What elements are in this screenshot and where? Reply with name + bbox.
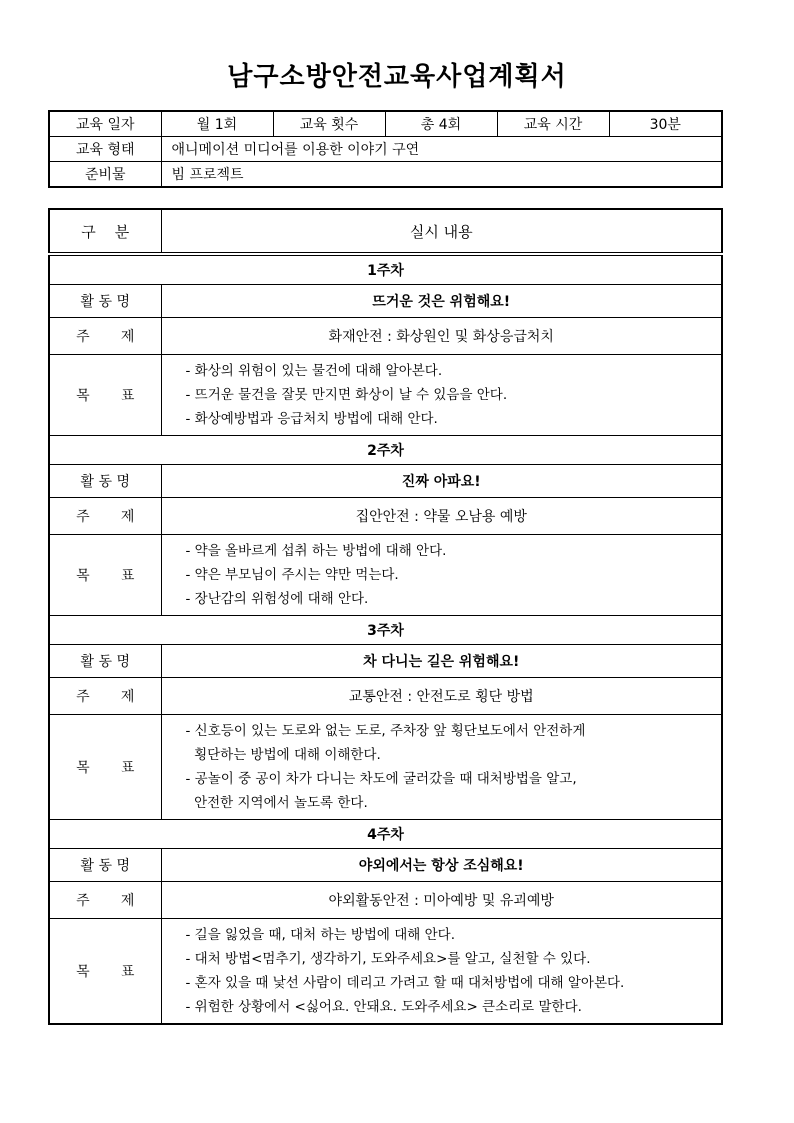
activity-value: 뜨거운 것은 위험해요! <box>161 285 722 318</box>
topic-value: 화재안전 : 화상원인 및 화상응급처치 <box>161 318 722 355</box>
activity-label: 활 동 명 <box>49 285 161 318</box>
goal-line: - 신호등이 있는 도로와 없는 도로, 주차장 앞 횡단보도에서 안전하게 <box>185 723 586 739</box>
activity-label: 활 동 명 <box>49 849 161 882</box>
plan-table <box>48 208 723 1025</box>
date-value: 월 1회 <box>161 111 273 137</box>
topic-row <box>49 318 722 355</box>
topic-value: 야외활동안전 : 미아예방 및 유괴예방 <box>161 882 722 919</box>
goal-row <box>49 919 722 1025</box>
plan-header-row <box>49 209 722 254</box>
info-table <box>48 110 723 188</box>
topic-value: 집안안전 : 약물 오남용 예방 <box>161 498 722 535</box>
goal-list <box>161 535 722 616</box>
category-header: 구 분 <box>49 209 161 254</box>
goal-line: - 길을 잃었을 때, 대처 하는 방법에 대해 안다. <box>185 927 455 943</box>
goal-line: 횡단하는 방법에 대해 이해한다. <box>185 747 381 763</box>
topic-label: 주 제 <box>49 882 161 919</box>
time-label: 교육 시간 <box>497 111 609 137</box>
topic-label: 주 제 <box>49 498 161 535</box>
info-row-schedule <box>49 111 722 137</box>
goal-label: 목 표 <box>49 715 161 820</box>
activity-row <box>49 645 722 678</box>
topic-row <box>49 498 722 535</box>
goal-line: - 장난감의 위험성에 대해 안다. <box>185 591 369 607</box>
goal-line: - 위험한 상황에서 <싫어요. 안돼요. 도와주세요> 큰소리로 말한다. <box>185 999 582 1015</box>
count-value: 총 4회 <box>385 111 497 137</box>
count-label: 교육 횟수 <box>273 111 385 137</box>
week-heading: 4주차 <box>49 820 722 849</box>
topic-value: 교통안전 : 안전도로 횡단 방법 <box>161 678 722 715</box>
goal-label: 목 표 <box>49 355 161 436</box>
week-heading: 3주차 <box>49 616 722 645</box>
activity-row <box>49 285 722 318</box>
activity-row <box>49 849 722 882</box>
goal-line: - 화상의 위험이 있는 물건에 대해 알아본다. <box>185 363 443 379</box>
page-title: 남구소방안전교육사업계획서 <box>227 62 567 92</box>
date-label: 교육 일자 <box>49 111 161 137</box>
goal-label: 목 표 <box>49 919 161 1025</box>
goal-row <box>49 535 722 616</box>
activity-value: 진짜 아파요! <box>161 465 722 498</box>
goal-row <box>49 355 722 436</box>
week-row <box>49 436 722 465</box>
goal-line: - 뜨거운 물건을 잘못 만지면 화상이 날 수 있음을 안다. <box>185 387 508 403</box>
goal-line: - 혼자 있을 때 낯선 사람이 데리고 가려고 할 때 대처방법에 대해 알아본다. <box>185 975 625 991</box>
activity-value: 차 다니는 길은 위험해요! <box>161 645 722 678</box>
goal-label: 목 표 <box>49 535 161 616</box>
goal-line: - 대처 방법<멈추기, 생각하기, 도와주세요>를 알고, 실천할 수 있다. <box>185 951 591 967</box>
week-row <box>49 616 722 645</box>
goal-line: - 공놀이 중 공이 차가 다니는 차도에 굴러갔을 때 대처방법을 알고, <box>185 771 577 787</box>
topic-row <box>49 678 722 715</box>
goal-line: - 화상예방법과 응급처치 방법에 대해 안다. <box>185 411 438 427</box>
goal-line: - 약을 올바르게 섭취 하는 방법에 대해 안다. <box>185 543 447 559</box>
prep-label: 준비물 <box>49 162 161 188</box>
content-header: 실시 내용 <box>161 209 722 254</box>
topic-label: 주 제 <box>49 318 161 355</box>
form-value: 애니메이션 미디어를 이용한 이야기 구연 <box>161 137 722 162</box>
week-row <box>49 254 722 285</box>
topic-row <box>49 882 722 919</box>
activity-value: 야외에서는 항상 조심해요! <box>161 849 722 882</box>
goal-list <box>161 919 722 1025</box>
goal-line: 안전한 지역에서 놀도록 한다. <box>185 795 368 811</box>
activity-label: 활 동 명 <box>49 645 161 678</box>
time-value: 30분 <box>609 111 722 137</box>
goal-list <box>161 715 722 820</box>
topic-label: 주 제 <box>49 678 161 715</box>
week-row <box>49 820 722 849</box>
info-row-form <box>49 137 722 162</box>
goal-row <box>49 715 722 820</box>
form-label: 교육 형태 <box>49 137 161 162</box>
prep-value: 빔 프로젝트 <box>161 162 722 188</box>
goal-list <box>161 355 722 436</box>
goal-line: - 약은 부모님이 주시는 약만 먹는다. <box>185 567 399 583</box>
activity-row <box>49 465 722 498</box>
activity-label: 활 동 명 <box>49 465 161 498</box>
info-row-prep <box>49 162 722 188</box>
week-heading: 2주차 <box>49 436 722 465</box>
week-heading: 1주차 <box>49 254 722 285</box>
